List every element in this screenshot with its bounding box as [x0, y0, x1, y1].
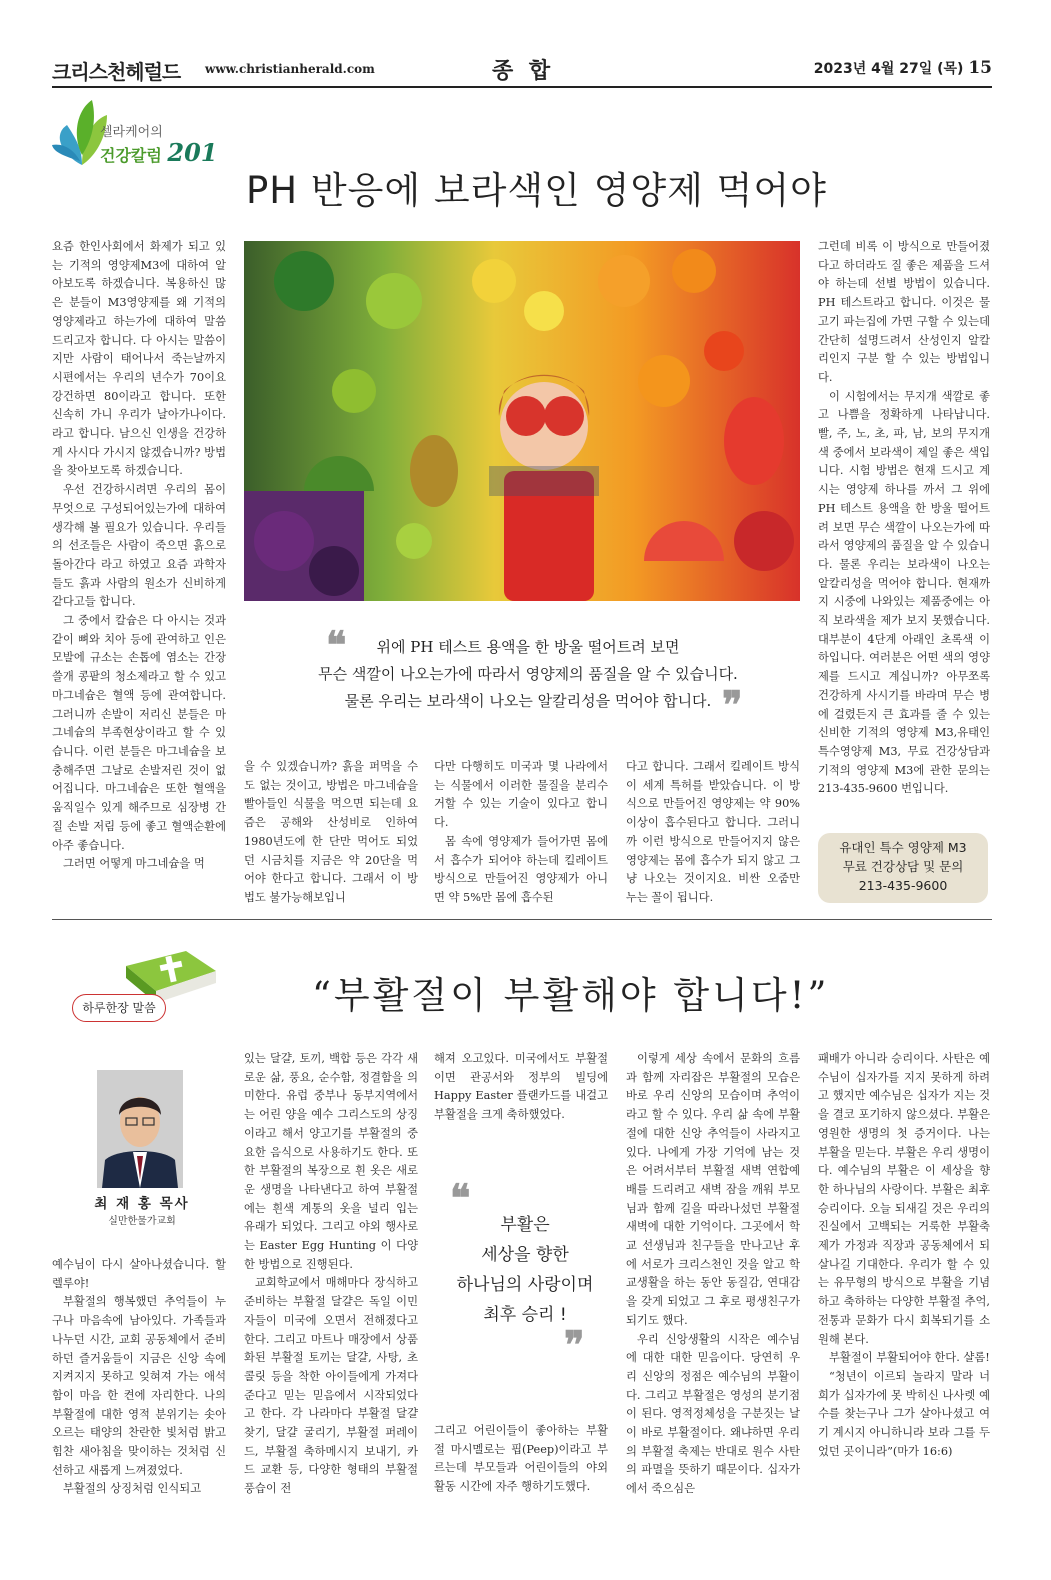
health-col-4 [626, 758, 800, 906]
devotion-badge: 하루한장 말씀 [72, 994, 166, 1022]
health-headline: PH 반응에 보라색인 영양제 먹어야 [246, 169, 827, 212]
pull-quote-line: 하나님의 사랑이며 [456, 1275, 594, 1295]
paragraph: 다만 다행히도 미국과 몇 나라에서는 식물에서 이러한 물질을 분리수거할 수 있는 기술이 있다고 합니다. [434, 760, 608, 830]
contact-line: 유대인 특수 영양제 M3 [839, 840, 967, 855]
health-col-1 [52, 238, 226, 906]
devotion-headline: “부활절이 부활해야 합니다!” [312, 974, 830, 1017]
health-col-2 [244, 758, 418, 906]
devotion-col-4 [626, 1050, 800, 1518]
health-col-3 [434, 758, 608, 906]
paragraph: “청년이 이르되 놀라지 말라 너희가 십자가에 못 박히신 나사렛 예수를 찾는구나 그가 살아나셨고 여기 계시지 아니하니라 보라 그를 두었던 곳이니라”(마가 16:6) [818, 1369, 990, 1458]
paragraph: 우리 신앙생활의 시작은 예수님에 대한 대한 믿음이다. 당연히 우리 신앙의 정점은 예수님의 부활이다. 그리고 부활절은 영성의 분기점이 된다. 영적정체성을 구분짓는 날이 바로 부활절이다. 왜냐하면 우리의 부활절 축제는 반대로 원수 사탄의 파멸을 뜻하기 때문이다. 십자가에서 죽으심은 [626, 1332, 800, 1496]
devotion-col-2 [244, 1050, 418, 1518]
pull-quote-line: 물론 우리는 보라색이 나오는 알칼리성을 먹어야 합니다. [344, 692, 712, 710]
newspaper-url[interactable]: www.christianherald.com [205, 62, 375, 76]
logo-title-text: 건강칼럼 [100, 146, 162, 165]
pull-quote-line: 부활은 [500, 1215, 550, 1235]
paragraph: 그러면 어떻게 마그네슘을 먹 [63, 857, 205, 871]
pull-quote-line: 세상을 향한 [481, 1245, 569, 1265]
masthead [52, 52, 992, 88]
paragraph: 있는 달걀, 토끼, 백합 등은 각각 새로운 삶, 풍요, 순수함, 정결함을 의미한다. 유럽 중부나 동부지역에서는 어린 양을 예수 그리스도의 상징이라고 해서 양고기를 부활절의 중요한 음식으로 사용하기도 한다. 또한 부활절의 복장으로 흰 옷은 새로운 생명을 나타낸다고 하여 부활절에는 흰색 계통의 옷을 널리 입는 유래가 되었다. 그리고 야외 행사로는 Easter Egg Hunting 이 다양한 방법으로 진행된다. [244, 1052, 418, 1271]
devotion-logo [66, 944, 226, 1034]
paragraph: 해져 오고있다. 미국에서도 부활절이면 관공서와 정부의 빌딩에 Happy Easter 플랜카드를 내걸고 부활절을 크게 축하했었다. [434, 1052, 608, 1122]
devotion-col-3-top [434, 1050, 608, 1130]
pull-quote-line: 위에 PH 테스트 용액을 한 방울 떨어트려 보면 [376, 638, 680, 656]
paragraph: 예수님이 다시 살아나셨습니다. 할렐루야! [52, 1258, 226, 1290]
health-col-5 [818, 238, 990, 830]
open-quote-icon: ❝ [326, 622, 347, 667]
paragraph: 부활절의 상징처럼 인식되고 [63, 1482, 202, 1496]
author-church: 실만한물가교회 [108, 1216, 176, 1227]
pull-quote-line: 무슨 색깔이 나오는가에 따라서 영양제의 품질을 알 수 있습니다. [318, 665, 738, 683]
devotion-col-3-bottom [434, 1422, 608, 1518]
devotion-pull-quote [440, 1210, 610, 1330]
logo-subtitle: 셀라케어의 [100, 125, 163, 140]
date-text: 2023년 4월 27일 (목) [813, 61, 964, 77]
close-quote-icon: ❞ [564, 1322, 585, 1367]
contact-box [818, 833, 988, 903]
section-divider [52, 919, 992, 920]
paragraph: 그런데 비록 이 방식으로 만들어졌다고 하더라도 질 좋은 제품을 드셔야 하는데 선별 방법이 있습니다. PH 테스트라고 합니다. 이것은 물고기 파는집에 가면 구할 수 있는데 간단히 설명드려서 산성인지 알칼리인지 구분 할 수 있는 방법입니다. [818, 240, 990, 384]
paragraph: 이 시험에서는 무지개 색깔로 좋고 나쁨을 정확하게 나타납니다. 빨, 주, 노, 초, 파, 남, 보의 무지개 색 중에서 보라색이 제일 좋은 색입니다. 시험 방법은 현재 드시고 계시는 영양제 하나를 까서 그 위에 PH 테스트 용액을 한 방울 떨어트려 보면 무슨 색깔이 나오는가에 따라서 영양제의 품질을 알 수 있습니다. 물론 우리는 보라색이 나오는 알칼리성을 먹어야 합니다. 현재까지 시중에 나와있는 제품중에는 아직 보라색을 제가 보지 못했습니다. 대부분이 4단계 아래인 초록색 이하입니다. 여러분은 어떤 색의 영양제를 드시고 계십니까? 아무쪼록 건강하게 사시기를 바라며 무슨 병에 걸렸든지 큰 효과를 줄 수 있는 신비한 기적의 영양제 M3,유태인 특수영양제 M3, 무료 건강상담과 기적의 영양제 M3에 관한 문의는 213-435-9600 번입니다. [818, 389, 990, 796]
paragraph: 패배가 아니라 승리이다. 사탄은 예수님이 십자가를 지지 못하게 하려고 했지만 예수님은 십자가 지는 것을 결코 포기하지 않으셨다. 부활은 영원한 생명의 첫 증거이다. 나는 부활을 믿는다. 부활은 우리 생명이다. 예수님의 부활은 이 세상을 향한 하나님의 사랑이다. 부활은 최후 승리이다. 오늘 되새길 것은 우리의 진실에서 고백되는 거룩한 부활축제가 가정과 직장과 공동체에서 되살나길 기대한다. 우리가 할 수 있는 유무형의 방식으로 부활을 기념하고 축하하는 다양한 부활절 추억, 전통과 문화가 다시 회복되기를 소원해 본다. [818, 1052, 990, 1346]
paragraph: 그 중에서 칼슘은 다 아시는 것과 같이 뼈와 치아 등에 관여하고 인은 모발에 규소는 손톱에 염소는 간장 쓸개 콩팥의 청소제라고 할 수 있고 마그네슘은 혈액 등에 관여합니다. 그러니까 손발이 저리신 분들은 마그네슘의 부족현상이라고 할 수 있습니다. 이런 분들은 마그네슘을 보충해주면 그날로 손발저린 것이 없어집니다. 마그네슘은 또한 혈액을 움직일수 있게 해주므로 심장병 간질 손발 저림 등에 좋고 혈액순환에 아주 좋습니다. [52, 614, 226, 852]
paragraph: 그리고 어린이들이 좋아하는 부활절 마시멜로는 핍(Peep)이라고 부르는데 부모들과 어린이들의 야외활동 시간에 자주 행하기도했다. [434, 1424, 608, 1494]
contact-phone[interactable]: 213-435-9600 [858, 878, 948, 893]
paragraph: 다고 합니다. 그래서 킬레이트 방식이 세계 특허를 받았습니다. 이 방식으로 만들어진 영양제는 약 90%이상이 흡수된다고 합니다. 그러니까 이런 방식으로 만들어지지 않은 영양제는 몸에 흡수가 되지 않고 그냥 나오는 것이지요. 비싼 오줌만 누는 꼴이 됩니다. [626, 760, 800, 904]
devotion-col-5 [818, 1050, 990, 1518]
paragraph: 이렇게 세상 속에서 문화의 흐름과 함께 자리잡은 부활절의 모습은 바로 우리 신앙의 모습이며 추억이라고 할 수 있다. 우리 삶 속에 부활절에 대한 신앙 추억들이 사라지고 있다. 나에게 가장 기억에 남는 것은 어려서부터 부활절 새벽 연합예배를 드리려고 새벽 잠을 깨워 부모님과 함께 길을 따라나섰던 부활절 새벽에 대한 기억이다. 그곳에서 학교 선생님과 친구들을 만나고난 후에 서로가 크리스천인 것을 알고 학교생활을 하는 동안 동질감, 연대감을 갖게 되었고 그 후로 평생친구가 되기도 했다. [626, 1052, 800, 1327]
column-number: 201 [167, 138, 218, 167]
paragraph: 우선 건강하시려면 우리의 몸이 무엇으로 구성되어있는가에 대하여 생각해 볼 필요가 있습니다. 우리들의 선조들은 사람이 죽으면 흙으로 돌아간다 라고 하였고 요즘 과학자들도 흙과 사람의 원소가 신비하게 같다고들 합니다. [52, 483, 226, 609]
issue-date [814, 58, 992, 78]
fruit-vegetable-photo [244, 241, 800, 601]
logo-title [100, 138, 218, 167]
section-title: 종 합 [492, 59, 555, 84]
page-number: 15 [968, 58, 992, 78]
paragraph: 요즘 한인사회에서 화제가 되고 있는 기적의 영양제M3에 대하여 알아보도록 하겠습니다. 복용하신 많은 분들이 M3영양제를 왜 기적의 영양제라고 하는가에 대하여 말씀드리고자 합니다. 다 아시는 말씀이지만 사람이 태어나서 죽는날까지 시편에서는 우리의 년수가 70이요 강건하면 80이라고 합니다. 또한 신속히 가니 우리가 날아가나이다. 라고 합니다. 남으신 인생을 건강하게 사시다 가시지 않겠습니까? 방법을 찾아보도록 하겠습니다. [52, 240, 226, 478]
newspaper-brand: 크리스천헤럴드 [52, 60, 181, 84]
contact-line: 무료 건강상담 및 문의 [842, 859, 964, 874]
paragraph: 몸 속에 영양제가 들어가면 몸에서 흡수가 되어야 하는데 킬레이트 방식으로 만들어진 영양제가 아니면 약 5%만 몸에 흡수된 [434, 834, 608, 904]
pull-quote-line: 최후 승리 ! [483, 1305, 567, 1325]
paragraph: 부활절이 부활되어야 한다. 샬롬! [829, 1351, 990, 1365]
close-quote-icon: ❞ [722, 682, 743, 727]
health-column-logo [52, 95, 242, 175]
paragraph: 을 수 있겠습니까? 흙을 퍼먹을 수도 없는 것이고, 방법은 마그네슘을 빨아들인 식물을 먹으면 되는데 요즘은 공해와 산성비로 인하여 1980년도에 한 단만 먹어도 되었던 시금치를 지금은 약 20단을 먹어야 한다고 합니다. 그래서 이 방법도 불가능해보입니 [244, 760, 418, 904]
pastor-photo [97, 1070, 183, 1188]
paragraph: 교회학교에서 매해마다 장식하고 준비하는 부활절 달걀은 독일 이민자들이 미국에 오면서 전해졌다고 한다. 그리고 마트나 매장에서 상품화된 부활절 토끼는 달걀, 사탕, 초콜릿 등을 착한 아이들에게 가져다 준다고 믿는 믿음에서 시작되었다고 한다. 각 나라마다 부활절 달걀 찾기, 달걀 굴리기, 부활절 퍼레이드, 부활절 축하메시지 보내기, 카드 교환 등, 다양한 형태의 부활절 풍습이 전 [244, 1276, 418, 1496]
author-portrait [97, 1070, 183, 1188]
open-quote-icon: ❝ [450, 1175, 471, 1220]
health-pull-quote [268, 634, 788, 715]
paragraph: 부활절의 행복했던 추억들이 누구나 마음속에 남아있다. 가족들과 나누던 시간, 교회 공동체에서 준비하던 즐거움들이 지금은 신앙 속에 지켜지지 못하고 잊혀져 가는 애석함이 마음 한 켠에 자리한다. 나의 부활절에 대한 영적 분위기는 솟아오르는 태양의 찬란한 빛처럼 밝고 힘찬 새아침을 맞이하는 것처럼 신선하고 새롭게 느껴졌었다. [52, 1295, 226, 1477]
author-name: 최 재 홍 목사 [94, 1196, 190, 1212]
devotion-col-1 [52, 1256, 226, 1518]
rainbow-produce-image [244, 241, 800, 601]
